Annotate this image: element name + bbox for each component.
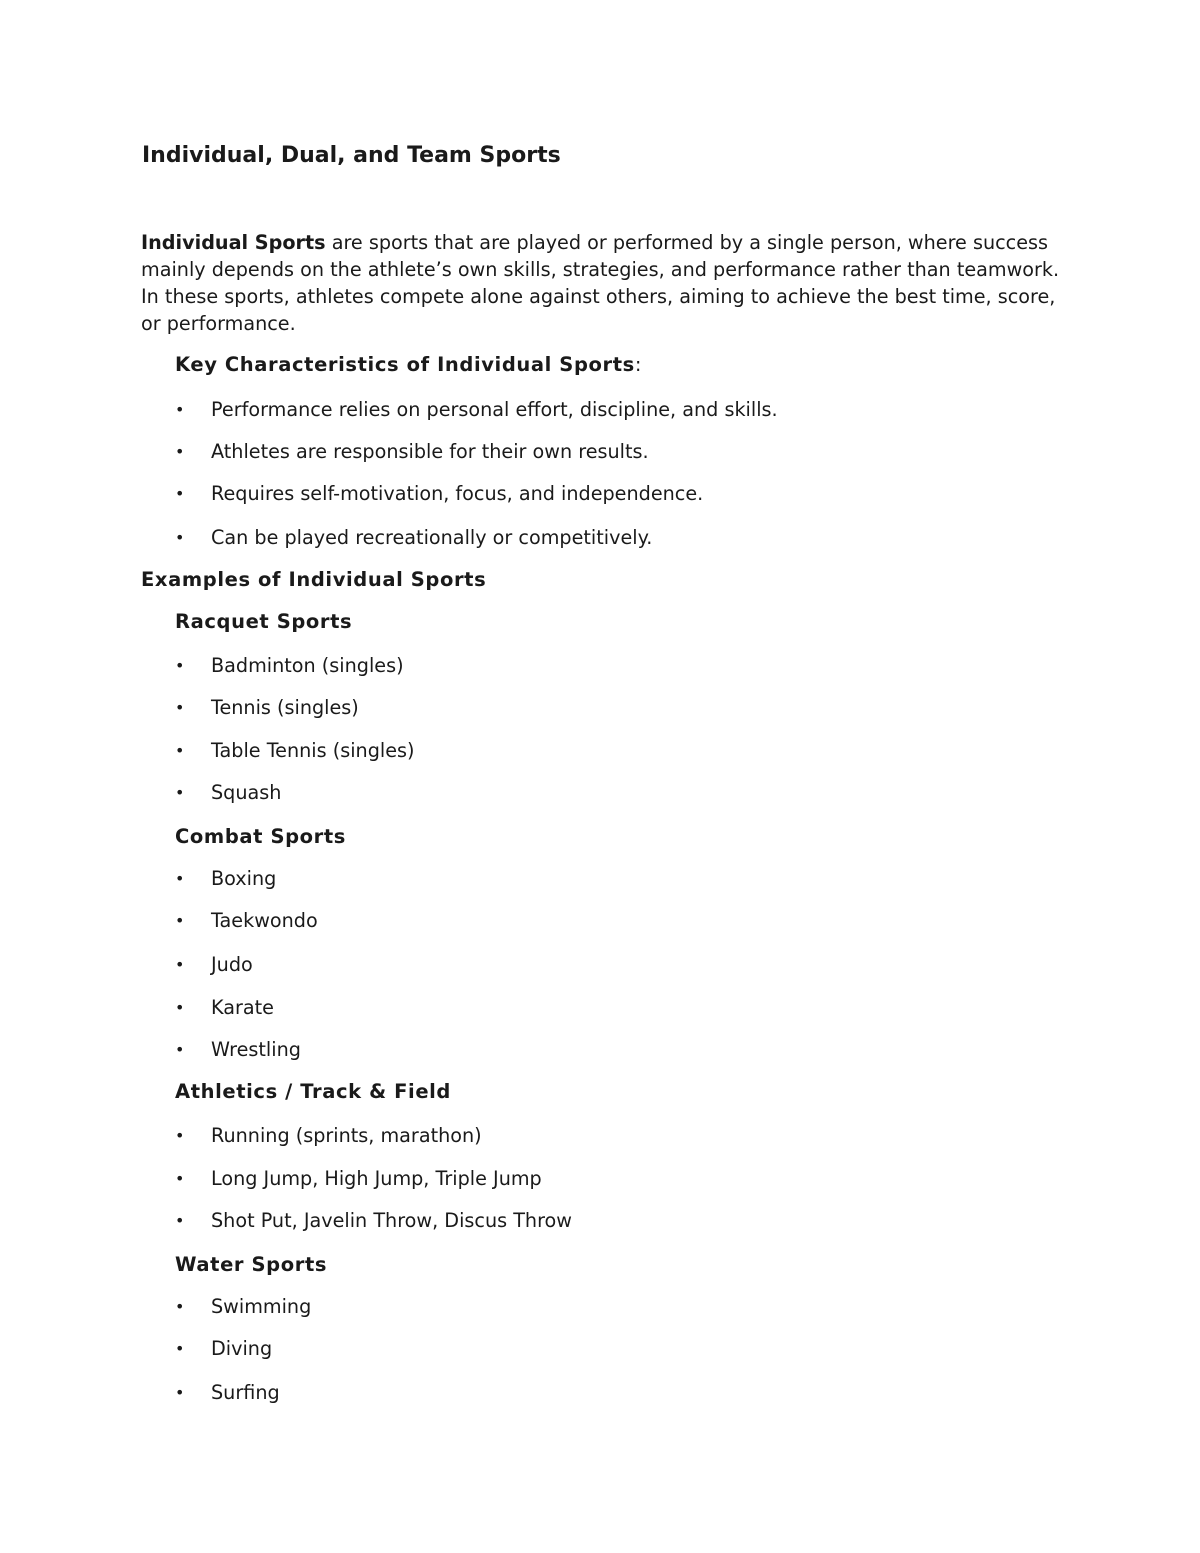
- bullet-icon: •: [175, 1169, 185, 1188]
- bullet-icon: •: [175, 998, 185, 1017]
- bullet-icon: •: [175, 484, 185, 503]
- bullet-icon: •: [175, 911, 185, 930]
- list-item: • Tennis (singles): [175, 696, 359, 719]
- bullet-icon: •: [175, 869, 185, 888]
- bullet-icon: •: [175, 955, 185, 974]
- bullet-icon: •: [175, 1126, 185, 1145]
- bullet-icon: •: [175, 783, 185, 802]
- list-item: • Karate: [175, 996, 274, 1019]
- list-item: • Badminton (singles): [175, 654, 404, 677]
- document-title: Individual, Dual, and Team Sports: [142, 143, 561, 168]
- bullet-icon: •: [175, 1383, 185, 1402]
- bullet-icon: •: [175, 698, 185, 717]
- bullet-icon: •: [175, 1211, 185, 1230]
- examples-heading: Examples of Individual Sports: [141, 568, 487, 591]
- water-sports-heading: Water Sports: [175, 1253, 328, 1276]
- list-item: • Performance relies on personal effort, discipline, and skills.: [175, 398, 778, 421]
- bullet-icon: •: [175, 442, 185, 461]
- key-characteristics-heading: Key Characteristics of Individual Sports:: [175, 353, 643, 376]
- bullet-icon: •: [175, 1339, 185, 1358]
- racquet-sports-heading: Racquet Sports: [175, 610, 353, 633]
- list-item: • Boxing: [175, 867, 277, 890]
- list-item: • Long Jump, High Jump, Triple Jump: [175, 1167, 542, 1190]
- bullet-icon: •: [175, 528, 185, 547]
- combat-sports-heading: Combat Sports: [175, 825, 346, 848]
- bullet-icon: •: [175, 656, 185, 675]
- list-item: • Athletes are responsible for their own results.: [175, 440, 649, 463]
- list-item: • Squash: [175, 781, 282, 804]
- intro-body: are sports that are played or performed by a single person, where success mainly depends on the athlete’s own skills, strategies, and performance rather than teamwork. In these sports, athletes compete alone against others, aiming to achieve the best time, score, or performance.: [141, 231, 1060, 335]
- list-item: • Wrestling: [175, 1038, 301, 1061]
- list-item: • Surfing: [175, 1381, 280, 1404]
- list-item: • Table Tennis (singles): [175, 739, 415, 762]
- list-item: • Diving: [175, 1337, 273, 1360]
- list-item: • Can be played recreationally or competitively.: [175, 526, 653, 549]
- bullet-icon: •: [175, 1297, 185, 1316]
- intro-lead-term: Individual Sports: [141, 231, 326, 254]
- intro-paragraph: [141, 229, 1071, 337]
- list-item: • Shot Put, Javelin Throw, Discus Throw: [175, 1209, 572, 1232]
- bullet-icon: •: [175, 741, 185, 760]
- list-item: • Swimming: [175, 1295, 312, 1318]
- athletics-heading: Athletics / Track & Field: [175, 1080, 451, 1103]
- bullet-icon: •: [175, 400, 185, 419]
- list-item: • Running (sprints, marathon): [175, 1124, 482, 1147]
- list-item: • Taekwondo: [175, 909, 318, 932]
- bullet-icon: •: [175, 1040, 185, 1059]
- list-item: • Requires self-motivation, focus, and independence.: [175, 482, 704, 505]
- list-item: • Judo: [175, 953, 253, 976]
